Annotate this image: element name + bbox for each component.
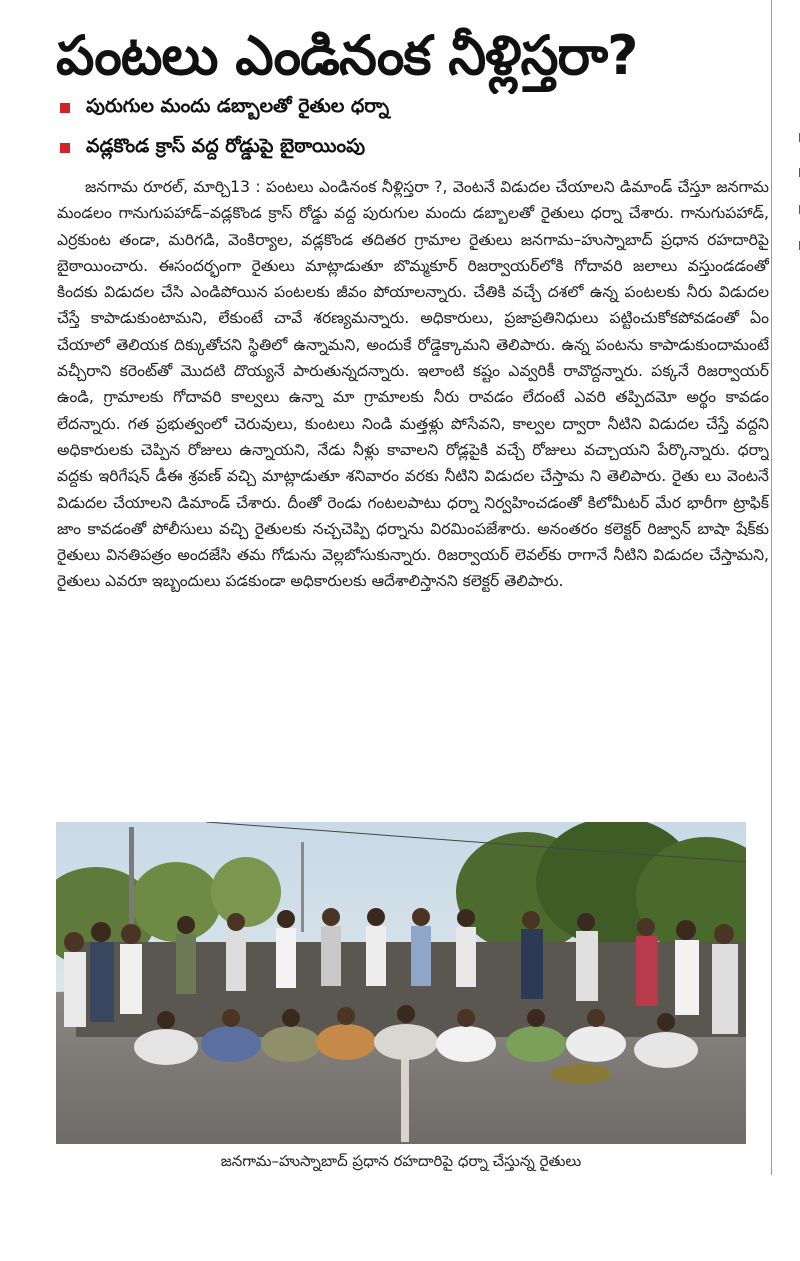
bullet-square-icon (60, 143, 70, 153)
article-body: జనగామ రూరల్, మార్చి13 : పంటలు ఎండినంక నీళ్లిస్తరా ?, వెంటనే విడుదల చేయాలని డిమాండ్ చేస్తూ జనగామ మండలం గానుగుపహాడ్–వడ్లకొండ క్రాస్ రోడ్డు వద్ద పురుగుల మందు డబ్బాలతో రైతులు ధర్నా చేశారు. గానుగుపహాడ్, ఎర్రకుంట తండా, మరిగడి, వెంకిర్యాల, వడ్లకొండ తదితర గ్రామాల రైతులు జనగామ–హుస్నాబాద్ ప్రధాన రహదారిపై బైఠాయించారు. ఈసందర్భంగా రైతులు మాట్లాడుతూ బొమ్మకూర్ రిజర్వాయర్‌లోకి గోదావరి జలాలు వస్తుండడంతో కిందకు విడుదల చేసి ఎండిపోయిన పంటలకు జీవం పోయాలన్నారు. చేతికి వచ్చే దశలో ఉన్న పంటలకు నీరు విడుదల చేస్తే కాపాడుకుంటామని, లేకుంటే చావే శరణ్యమన్నారు. అధికారులు, ప్రజాప్రతినిధులు పట్టించుకోకపోవడంతో ఏం చేయాలో తెలియక దిక్కుతోచని స్థితిలో ఉన్నామని, అందుకే రోడ్డెక్కామని తెలిపారు. ఉన్న పంటను కాపాడుకుందామంటే వచ్చీరాని కరెంట్‌తో మొదటి దొయ్యనే పారుతున్నదన్నారు. ఇలాంటి కష్టం ఎవ్వరికీ రావొద్దన్నారు. పక్కనే రిజర్వాయర్ ఉండి, గ్రామాలకు గోదావరి కాల్వలు ఉన్నా మా గ్రామాలకు నీరు రావడం లేదంటే ఎవరి తప్పిదమో అర్థం కావడం లేదన్నారు. గత ప్రభుత్వంలో చెరువులు, కుంటలు నిండి మత్తళ్లు పోసేవని, కాల్వల ద్వారా నీటిని విడుదల చేస్తే వద్దని అధికారులకు చెప్పిన రోజులు ఉన్నాయని, నేడు నీళ్లు కావాలని రోడ్లపైకి వచ్చే రోజులు వచ్చాయని పేర్కొన్నారు. ధర్నా వద్దకు ఇరిగేషన్ డీఈ శ్రవణ్ వచ్చి మాట్లాడుతూ శనివారం వరకు నీటిని విడుదల చేస్తామ ని తెలిపారు. రైతు లు వెంటనే విడుదల చేయాలని డిమాండ్ చేశారు. దీంతో రెండు గంటలపాటు ధర్నా నిర్వహించడంతో కిలోమీటర్ మేర భారీగా ట్రాఫిక్ జాం కావడంతో పోలీసులు వచ్చి రైతులకు నచ్చచెప్పి ధర్నాను విరమింపజేశారు. అనంతరం కలెక్టర్ రిజ్వాన్ బాషా షేక్‌కు రైతులు వినతిపత్రం అందజేసి తమ గోడును వెల్లబోసుకున్నారు. రిజర్వాయర్ లెవల్‌కు రాగానే నీటిని విడుదల చేస్తామని, రైతులు ఎవరూ ఇబ్బందులు పడకుండా అధికారులకు ఆదేశాలిస్తానని కలెక్టర్ తెలిపారు. (57, 178, 769, 591)
column-divider (771, 0, 772, 1175)
bullet-square-icon (60, 103, 70, 113)
subhead-1 (60, 94, 389, 122)
photo-caption: జనగామ–హుస్నాబాద్ ప్రధాన రహదారిపై ధర్నా చేస్తున్న రైతులు (220, 1152, 582, 1170)
subhead-2-text: వడ్లకొండ క్రాస్ వద్ద రోడ్డుపై బైఠాయింపు (86, 134, 366, 157)
news-photo (56, 822, 746, 1144)
adjacent-column-fragment (775, 0, 800, 1175)
headline: పంటలు ఎండినంక నీళ్లిస్తరా? (56, 24, 638, 87)
protest-photo-illustration (56, 822, 746, 1144)
subhead-2 (60, 134, 365, 162)
subhead-1-text: పురుగుల మందు డబ్బాలతో రైతుల ధర్నా (86, 94, 390, 117)
